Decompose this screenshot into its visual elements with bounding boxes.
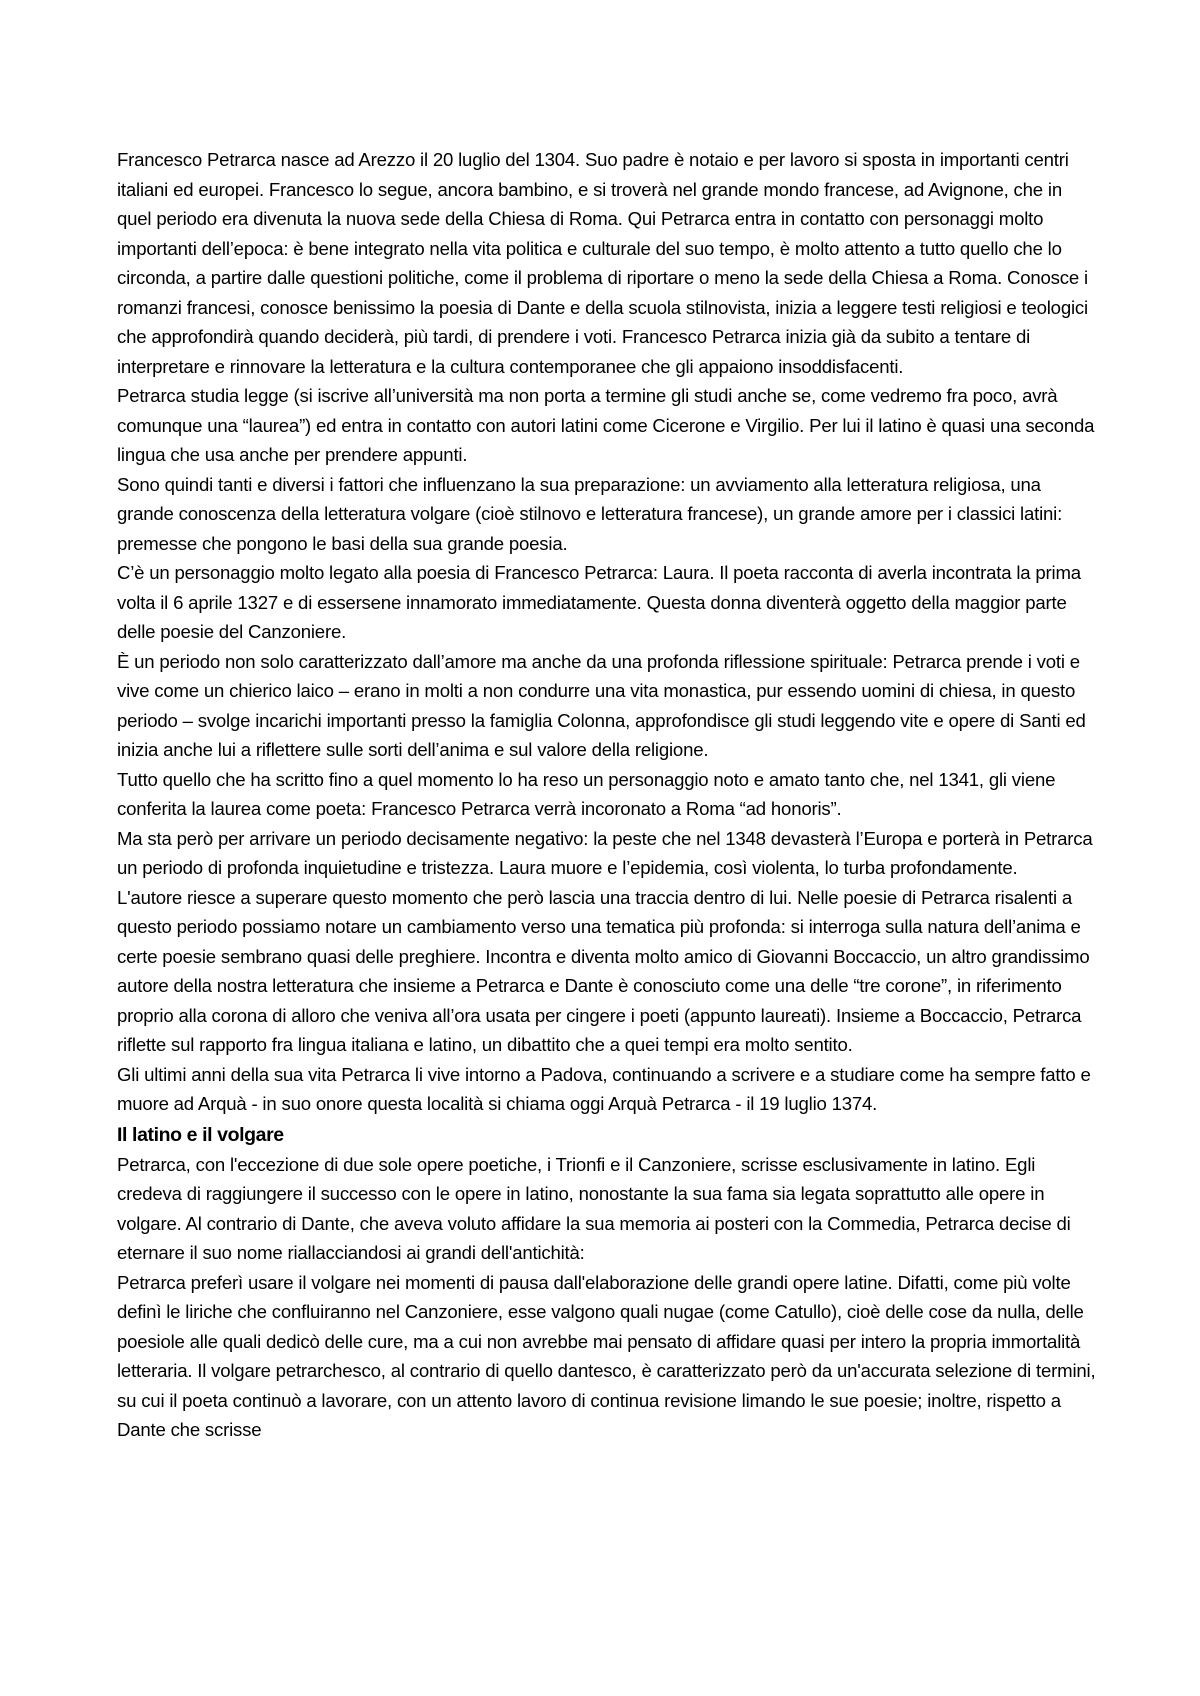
paragraph-studies: Petrarca studia legge (si iscrive all’università ma non porta a termine gli studi anche se, come vedremo fra poco, avrà comunque una “laurea”) ed entra in contatto con autori latini come Cicerone e Virgilio. Per lui il latino è quasi una seconda lingua che usa anche per prendere appunti.	[117, 385, 1095, 465]
section-heading: Il latino e il volgare	[117, 1123, 284, 1146]
paragraph-laurea: Tutto quello che ha scritto fino a quel momento lo ha reso un personaggio noto e amato tanto che, nel 1341, gli viene conferita la laurea come poeta: Francesco Petrarca verrà incoronato a Roma “ad honoris”.	[117, 768, 1056, 819]
paragraph-spiritual-reflection: È un periodo non solo caratterizzato dall’amore ma anche da una profonda riflessione spirituale: Petrarca prende i voti e vive come un chierico laico – erano in molti a non condurre una vita monastica, pur essendo uomini di chiesa, in questo periodo – svolge incarichi importanti presso la famiglia Colonna, approfondisce gli studi leggendo vite e opere di Santi ed inizia anche lui a riflettere sulle sorti dell’anima e sul valore della religione.	[117, 650, 1086, 760]
paragraph-laura: C’è un personaggio molto legato alla poesia di Francesco Petrarca: Laura. Il poeta racconta di averla incontrata la prima volta il 6 aprile 1327 e di essersene innamorato immediatamente. Questa donna diventerà oggetto della maggior parte delle poesie del Canzoniere.	[117, 562, 1081, 642]
paragraph-birth-and-youth: Francesco Petrarca nasce ad Arezzo il 20 luglio del 1304. Suo padre è notaio e per lavoro si sposta in importanti centri italiani ed europei. Francesco lo segue, ancora bambino, e si troverà nel grande mondo francese, ad Avignone, che in quel periodo era divenuta la nuova sede della Chiesa di Roma. Qui Petrarca entra in contatto con personaggi molto importanti dell’epoca: è bene integrato nella vita politica e culturale del suo tempo, è molto attento a tutto quello che lo circonda, a partire dalle questioni politiche, come il problema di riportare o meno la sede della Chiesa a Roma. Conosce i romanzi francesi, conosce benissimo la poesia di Dante e della scuola stilnovista, inizia a leggere testi religiosi e teologici che approfondirà quando deciderà, più tardi, di prendere i voti. Francesco Petrarca inizia già da subito a tentare di interpretare e rinnovare la letteratura e la cultura contemporanee che gli appaiono insoddisfacenti.	[117, 149, 1088, 377]
paragraph-last-years: Gli ultimi anni della sua vita Petrarca li vive intorno a Padova, continuando a scrivere e a studiare come ha sempre fatto e muore ad Arquà - in suo onore questa località si chiama oggi Arquà Petrarca - il 19 luglio 1374.	[117, 1063, 1091, 1114]
paragraph-boccaccio: L'autore riesce a superare questo momento che però lascia una traccia dentro di lui. Nelle poesie di Petrarca risalenti a questo periodo possiamo notare un cambiamento verso una tematica più profonda: si interroga sulla natura dell’anima e certe poesie sembrano quasi delle preghiere. Incontra e diventa molto amico di Giovanni Boccaccio, un altro grandissimo autore della nostra letteratura che insieme a Petrarca e Dante è conosciuto come una delle “tre corone”, in riferimento proprio alla corona di alloro che veniva all’ora usata per cingere i poeti (appunto laureati). Insieme a Boccaccio, Petrarca riflette sul rapporto fra lingua italiana e latino, un dibattito che a quei tempi era molto sentito.	[117, 886, 1090, 1055]
paragraph-vernacular: Petrarca preferì usare il volgare nei momenti di pausa dall'elaborazione delle grandi opere latine. Difatti, come più volte definì le liriche che confluiranno nel Canzoniere, esse valgono quali nugae (come Catullo), cioè delle cose da nulla, delle poesiole alle quali dedicò delle cure, ma a cui non avrebbe mai pensato di affidare quasi per intero la propria immortalità letteraria. Il volgare petrarchesco, al contrario di quello dantesco, è caratterizzato però da un'accurata selezione di termini, su cui il poeta continuò a lavorare, con un attento lavoro di continua revisione limando le sue poesie; inoltre, rispetto a Dante che scrisse	[117, 1271, 1096, 1440]
document-body	[117, 145, 1097, 1445]
paragraph-latin-works: Petrarca, con l'eccezione di due sole opere poetiche, i Trionfi e il Canzoniere, scrisse esclusivamente in latino. Egli credeva di raggiungere il successo con le opere in latino, nonostante la sua fama sia legata soprattutto alle opere in volgare. Al contrario di Dante, che aveva voluto affidare la sua memoria ai posteri con la Commedia, Petrarca decise di eternare il suo nome riallacciandosi ai grandi dell'antichità:	[117, 1153, 1071, 1263]
paragraph-plague: Ma sta però per arrivare un periodo decisamente negativo: la peste che nel 1348 devasterà l’Europa e porterà in Petrarca un periodo di profonda inquietudine e tristezza. Laura muore e l’epidemia, così violenta, lo turba profondamente.	[117, 827, 1093, 878]
paragraph-influences: Sono quindi tanti e diversi i fattori che influenzano la sua preparazione: un avviamento alla letteratura religiosa, una grande conoscenza della letteratura volgare (cioè stilnovo e letteratura francese), un grande amore per i classici latini: premesse che pongono le basi della sua grande poesia.	[117, 473, 1063, 554]
